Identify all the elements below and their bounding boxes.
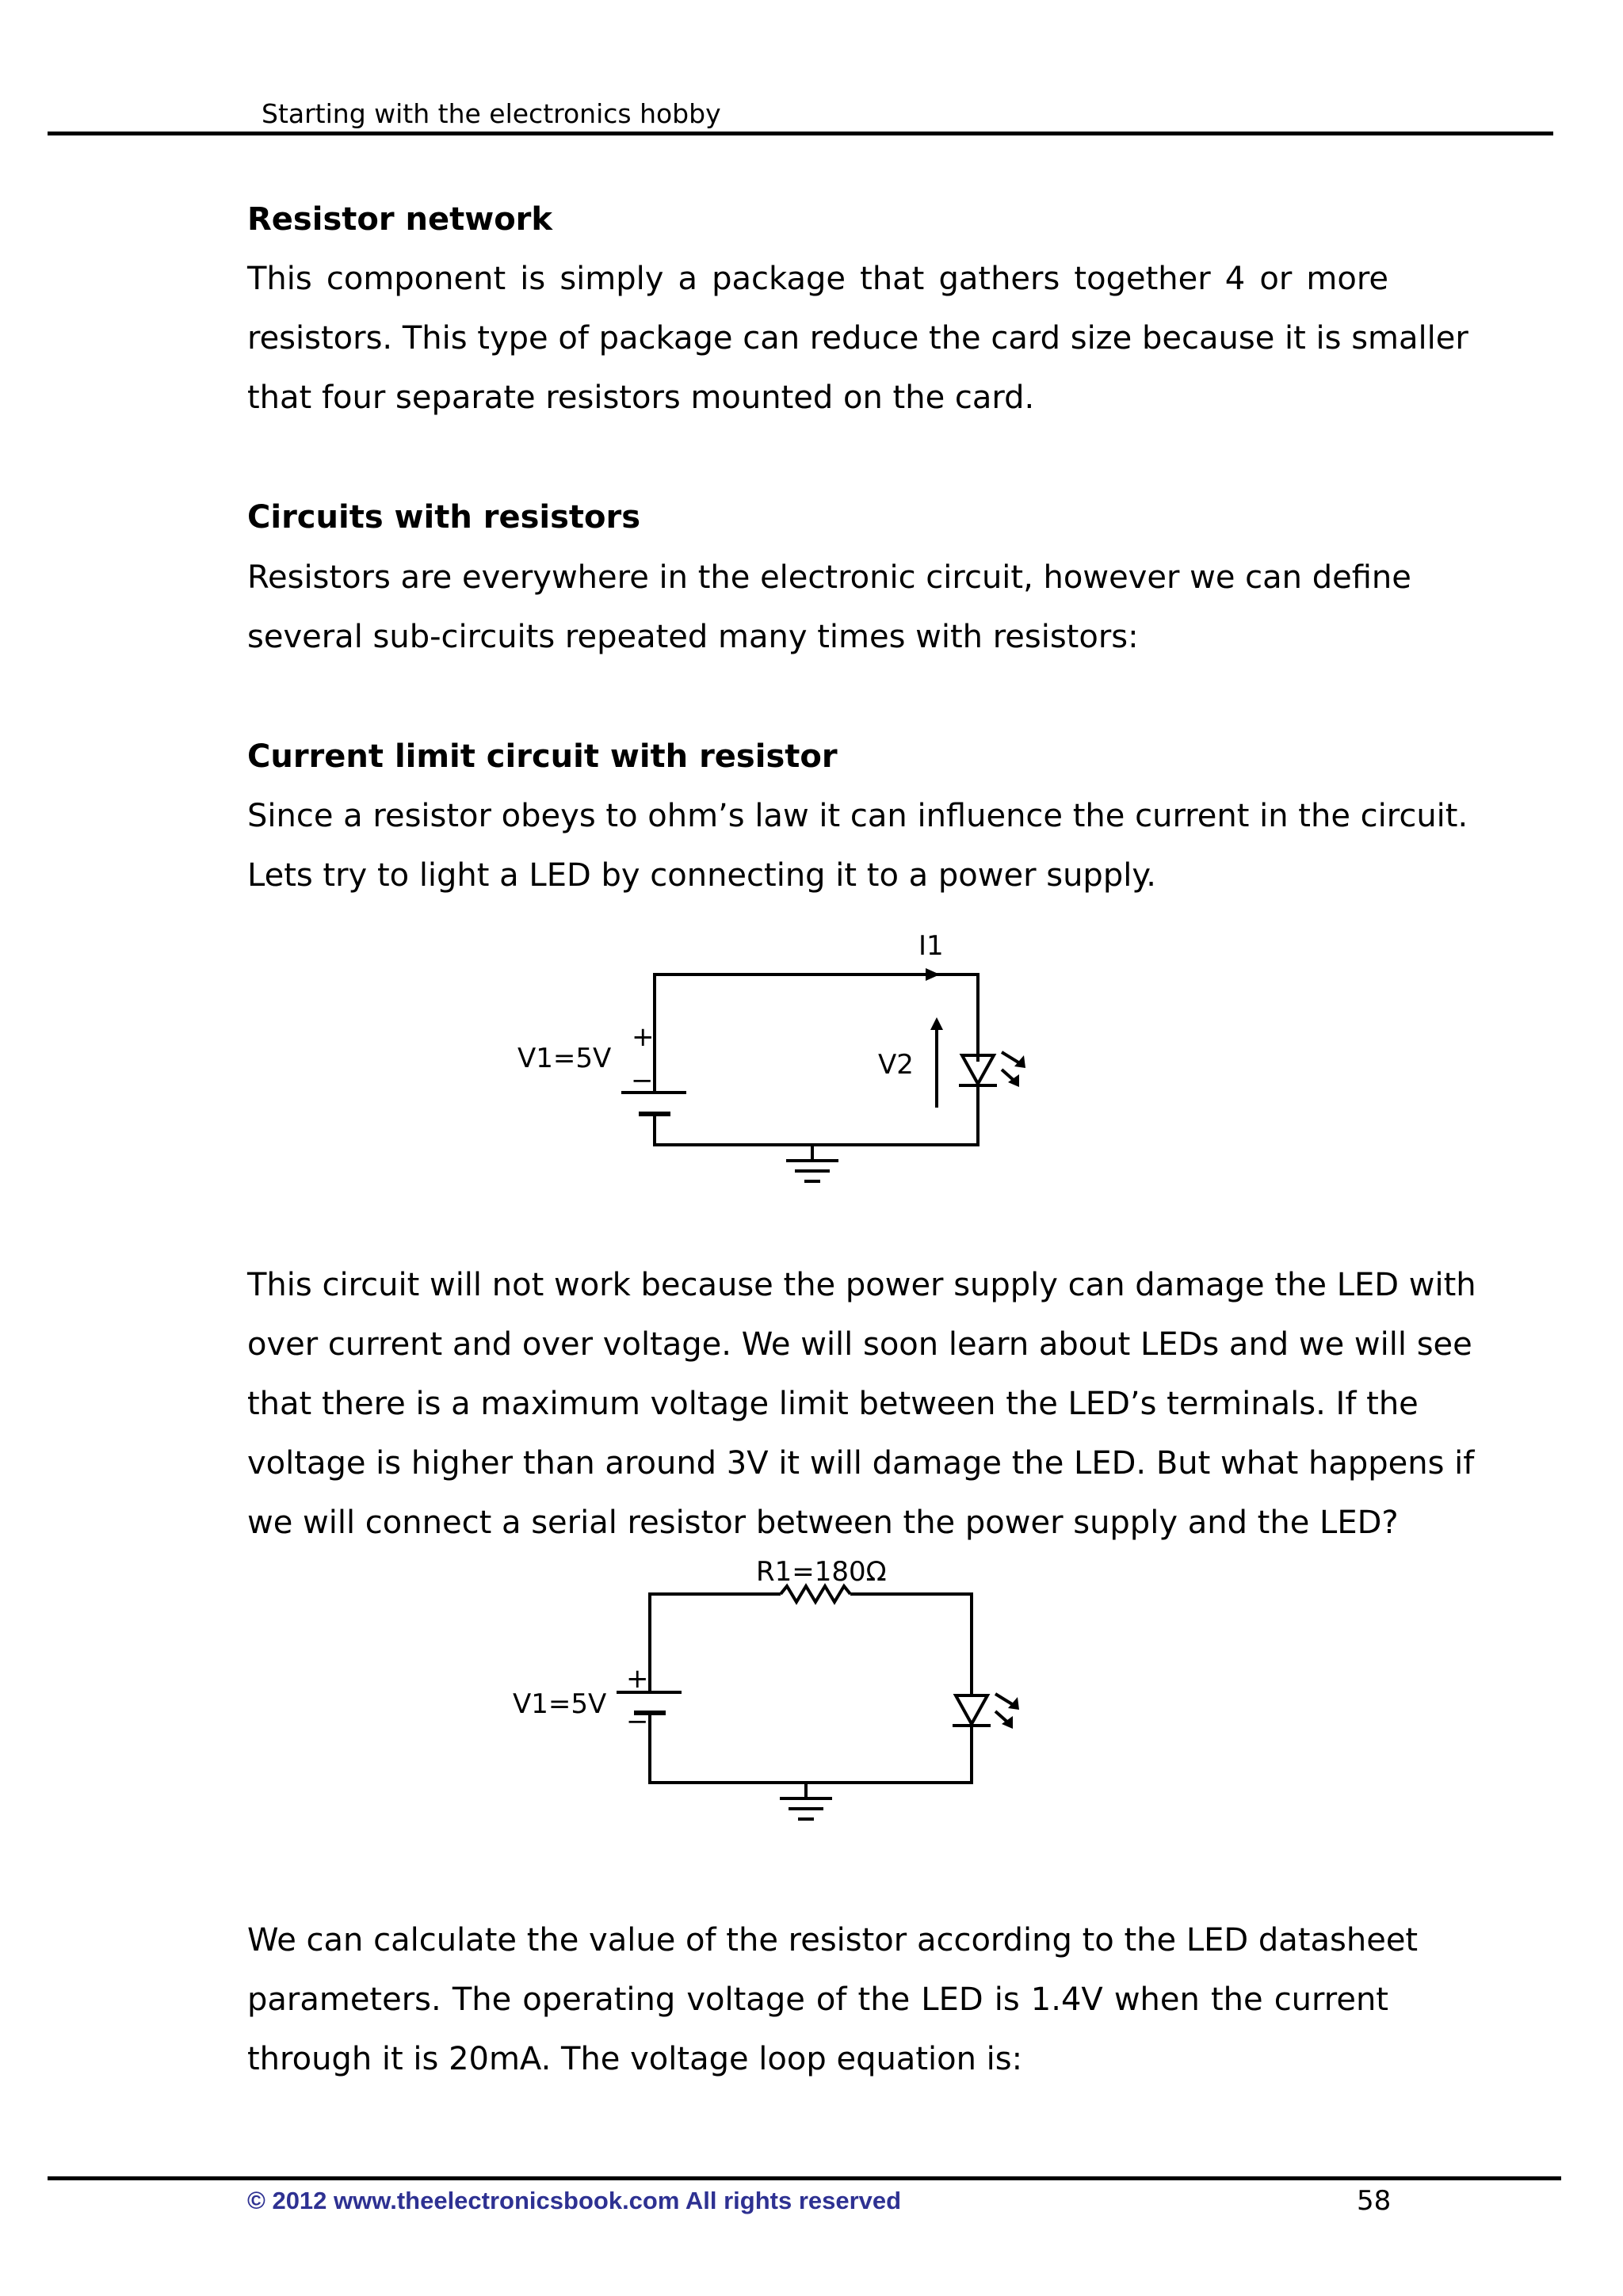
text-line: over current and over voltage. We will soon learn about LEDs and we will see: [247, 1326, 1472, 1363]
paragraph-circuits-with-resistors: [247, 548, 1411, 667]
text-line: resistors. This type of package can reduce the card size because it is smaller: [247, 320, 1468, 357]
text-line: we will connect a serial resistor between the power supply and the LED?: [247, 1505, 1399, 1541]
text-line: Since a resistor obeys to ohm’s law it can influence the current in the circuit.: [247, 798, 1468, 834]
led-triangle: [956, 1695, 987, 1724]
paragraph-current-limit: [247, 787, 1468, 906]
running-header: Starting with the electronics hobby: [262, 98, 721, 129]
paragraph-after-circuit1: [247, 1256, 1476, 1553]
heading-circuits-with-resistors: Circuits with resistors: [247, 499, 641, 536]
battery-plus-sign: +: [632, 1021, 655, 1053]
current-arrow-icon: [926, 968, 940, 981]
battery-plus-sign: +: [626, 1663, 649, 1695]
led-voltage-label: V2: [878, 1049, 914, 1081]
circuit-wire-top-right: [850, 1594, 972, 1695]
circuit-wire-bottom: [655, 1087, 978, 1145]
circuit-diagram-led-resistor: [0, 1561, 1623, 1846]
circuit-wire-top-left: [650, 1594, 781, 1692]
text-line: parameters. The operating voltage of the LED is 1.4V when the current: [247, 1981, 1388, 2018]
text-line: voltage is higher than around 3V it will damage the LED. But what happens if: [247, 1445, 1475, 1482]
circuit-wire-bottom: [650, 1713, 972, 1783]
text-line: This component is simply a package that gathers together 4 or more: [247, 261, 1388, 297]
battery-minus-sign: −: [626, 1706, 649, 1737]
battery-minus-sign: −: [631, 1065, 654, 1097]
heading-current-limit: Current limit circuit with resistor: [247, 738, 838, 775]
current-label: I1: [918, 930, 944, 962]
paragraph-resistor-network: [247, 250, 1468, 428]
text-line: that four separate resistors mounted on the card.: [247, 379, 1035, 416]
page-number: 58: [1357, 2185, 1392, 2217]
text-line: Resistors are everywhere in the electronic circuit, however we can define: [247, 559, 1411, 596]
text-line: that there is a maximum voltage limit between the LED’s terminals. If the: [247, 1386, 1419, 1422]
source-label: V1=5V: [517, 1043, 612, 1074]
resistor-label: R1=180Ω: [756, 1561, 887, 1588]
footer-rule: [48, 2176, 1561, 2180]
text-line: This circuit will not work because the power supply can damage the LED with: [247, 1267, 1476, 1303]
circuit-diagram-led-direct: [0, 919, 1623, 1204]
circuit-wire-top: [655, 974, 978, 1093]
resistor-zigzag: [781, 1586, 850, 1602]
footer-copyright: © 2012 www.theelectronicsbook.com All rights reserved: [247, 2187, 902, 2214]
text-line: several sub-circuits repeated many times with resistors:: [247, 619, 1139, 655]
heading-resistor-network: Resistor network: [247, 201, 552, 238]
header-rule: [48, 132, 1553, 135]
source-label: V1=5V: [513, 1688, 607, 1720]
paragraph-after-circuit2: [247, 1911, 1419, 2089]
text-line: Lets try to light a LED by connecting it to a power supply.: [247, 857, 1157, 894]
text-line: through it is 20mA. The voltage loop equation is:: [247, 2041, 1023, 2077]
voltage-arrow-head: [930, 1017, 943, 1030]
text-line: We can calculate the value of the resistor according to the LED datasheet: [247, 1922, 1419, 1958]
